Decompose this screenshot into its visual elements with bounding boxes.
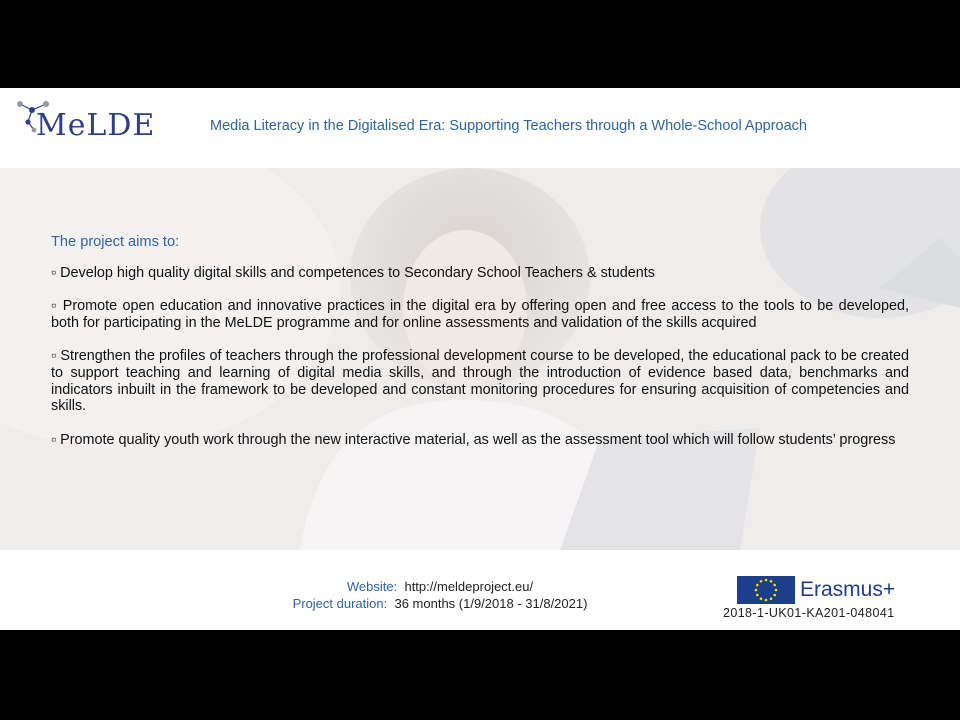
aim-bullet-4: ▫ Promote quality youth work through the new interactive material, as well as the assessment tool which will follow students’ progress bbox=[51, 431, 896, 448]
website-label: Website: bbox=[346, 579, 398, 594]
project-code: 2018-1-UK01-KA201-048041 bbox=[723, 606, 895, 620]
project-tagline: Media Literacy in the Digitalised Era: Supporting Teachers through a Whole-School Approach bbox=[210, 118, 807, 134]
duration-line bbox=[230, 595, 650, 612]
erasmus-plus-logo: Erasmus+ bbox=[800, 578, 896, 601]
duration-value: 36 months (1/9/2018 - 31/8/2021) bbox=[394, 596, 588, 611]
footer bbox=[0, 550, 960, 630]
aims-heading: The project aims to: bbox=[51, 234, 180, 250]
slide bbox=[0, 88, 960, 630]
content-area bbox=[51, 234, 909, 465]
eu-flag-icon bbox=[737, 576, 795, 604]
logo-text: MeLDE bbox=[36, 108, 156, 143]
website-line bbox=[230, 578, 650, 595]
melde-logo bbox=[14, 96, 194, 156]
aim-bullet-1: ▫ Develop high quality digital skills and competences to Secondary School Teachers & students bbox=[51, 264, 655, 281]
aim-bullet-2: ▫ Promote open education and innovative practices in the digital era by offering open and free access to the tools to be developed, both for participating in the MeLDE programme and for online assessments and validation of the skills acquired bbox=[51, 298, 909, 331]
header bbox=[0, 88, 960, 168]
website-link[interactable]: http://meldeproject.eu/ bbox=[404, 579, 534, 594]
duration-label: Project duration: bbox=[292, 596, 388, 611]
footer-info bbox=[230, 578, 650, 612]
aim-bullet-3: ▫ Strengthen the profiles of teachers through the professional development course to be developed, the educational pack to be created to support teaching and learning of digital media skills, and through the introduction of evidence based data, benchmarks and indicators inbuilt in the framework to be developed and constant monitoring procedures for ensuring acquisition of competencies and skills. bbox=[51, 348, 909, 415]
